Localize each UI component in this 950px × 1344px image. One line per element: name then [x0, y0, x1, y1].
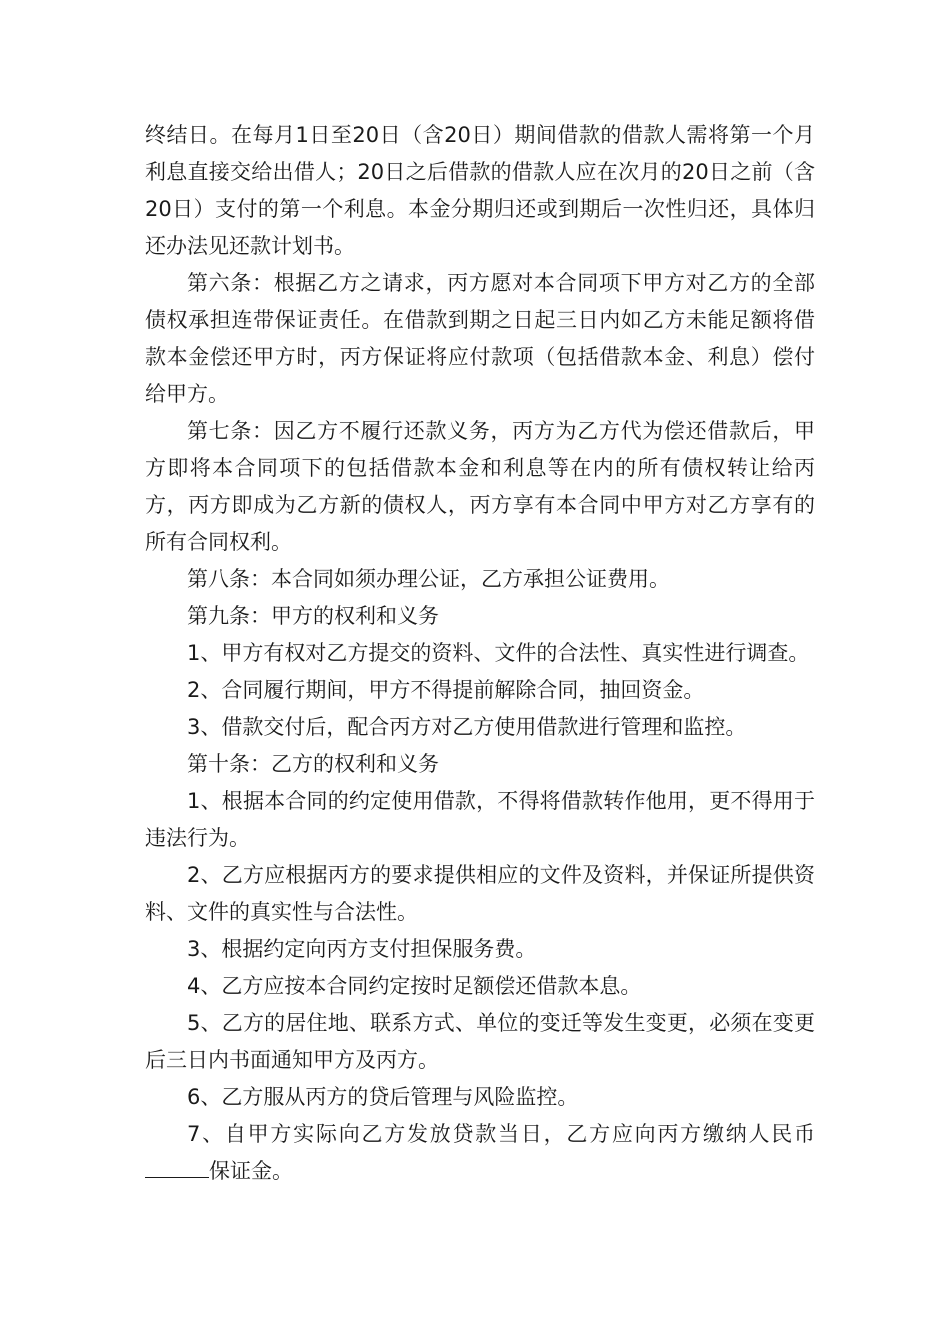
paragraph-article-7: 第七条：因乙方不履行还款义务，丙方为乙方代为偿还借款后，甲方即将本合同项下的包括借款本金和利息等在内的所有债权转让给丙方，丙方即成为乙方新的债权人，丙方享有本合同中甲方对乙方享有的所有合同权利。	[145, 419, 815, 554]
amount-blank	[145, 1153, 209, 1178]
list-item-article-10-3: 3、根据约定向丙方支付担保服务费。	[187, 937, 537, 961]
list-item-article-10-7	[145, 1116, 815, 1190]
list-item-article-10-7-suffix: 保证金。	[209, 1159, 293, 1183]
list-item-article-10-1: 1、根据本合同的约定使用借款，不得将借款转作他用，更不得用于违法行为。	[145, 789, 815, 850]
document-body	[145, 117, 815, 1190]
list-item-article-10-5: 5、乙方的居住地、联系方式、单位的变迁等发生变更，必须在变更后三日内书面通知甲方及丙方。	[145, 1011, 815, 1072]
list-item-article-9-2: 2、合同履行期间，甲方不得提前解除合同，抽回资金。	[187, 678, 705, 702]
list-item-article-10-2: 2、乙方应根据丙方的要求提供相应的文件及资料，并保证所提供资料、文件的真实性与合法性。	[145, 863, 815, 924]
list-item-article-9-1: 1、甲方有权对乙方提交的资料、文件的合法性、真实性进行调查。	[187, 641, 810, 665]
list-item-article-10-4: 4、乙方应按本合同约定按时足额偿还借款本息。	[187, 974, 642, 998]
list-item-article-9-3: 3、借款交付后，配合丙方对乙方使用借款进行管理和监控。	[187, 715, 747, 739]
heading-article-9: 第九条：甲方的权利和义务	[187, 604, 439, 628]
list-item-article-10-6: 6、乙方服从丙方的贷后管理与风险监控。	[187, 1085, 579, 1109]
paragraph-article-8: 第八条：本合同如须办理公证，乙方承担公证费用。	[187, 567, 670, 591]
paragraph-article-6: 第六条：根据乙方之请求，丙方愿对本合同项下甲方对乙方的全部债权承担连带保证责任。在借款到期之日起三日内如乙方未能足额将借款本金偿还甲方时，丙方保证将应付款项（包括借款本金、利息）偿付给甲方。	[145, 271, 815, 406]
list-item-article-10-7-text: 7、自甲方实际向乙方发放贷款当日，乙方应向丙方缴纳人民币	[187, 1122, 815, 1146]
heading-article-10: 第十条：乙方的权利和义务	[187, 752, 439, 776]
paragraph-continuation: 终结日。在每月1日至20日（含20日）期间借款的借款人需将第一个月利息直接交给出借人；20日之后借款的借款人应在次月的20日之前（含20日）支付的第一个利息。本金分期归还或到期后一次性归还，具体归还办法见还款计划书。	[145, 123, 815, 258]
